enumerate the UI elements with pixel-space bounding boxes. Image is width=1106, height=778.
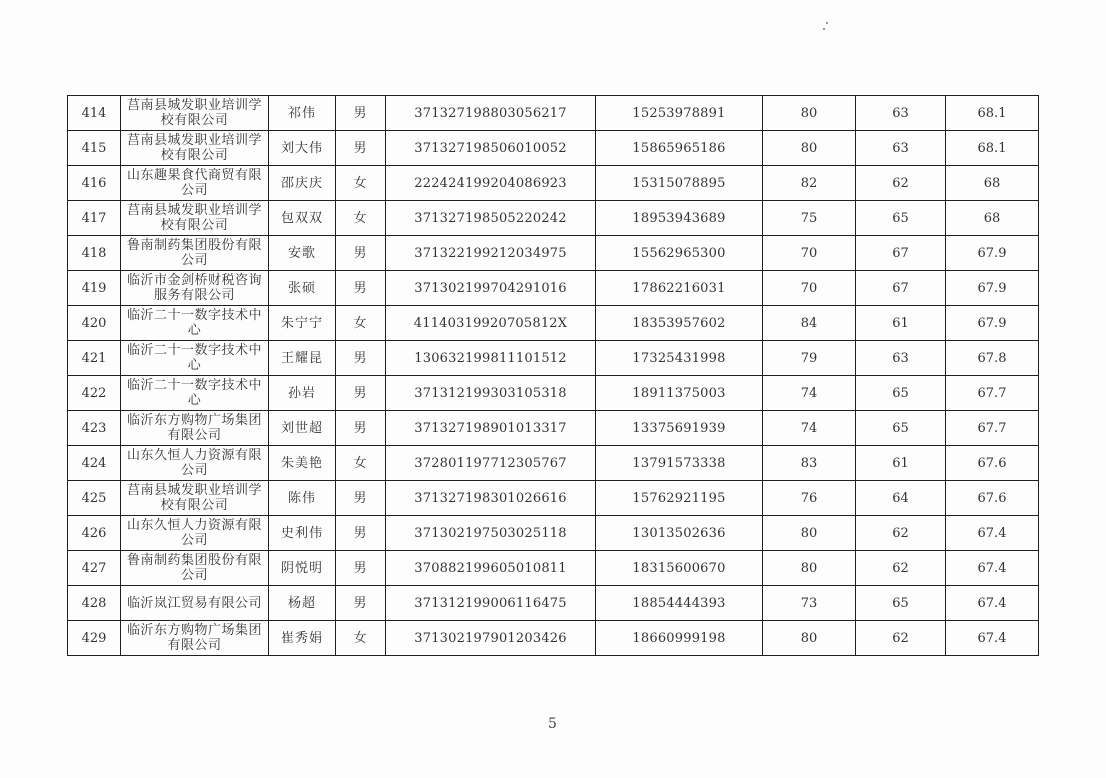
score-2-cell: 67: [856, 236, 946, 271]
table-row: [68, 586, 1039, 621]
page-number: 5: [548, 716, 557, 732]
row-number-cell: 427: [68, 551, 121, 586]
phone-number-cell: 18953943689: [596, 201, 763, 236]
organization-name-cell: 莒南县城发职业培训学校有限公司: [121, 96, 269, 131]
phone-number-cell: 18660999198: [596, 621, 763, 656]
roster-body: [68, 96, 1039, 656]
gender-cell: 女: [336, 166, 386, 201]
row-number-cell: 423: [68, 411, 121, 446]
phone-number-cell: 15315078895: [596, 166, 763, 201]
table-row: [68, 551, 1039, 586]
id-number-cell: 41140319920705812X: [386, 306, 596, 341]
score-1-cell: 74: [763, 411, 856, 446]
table-row: [68, 516, 1039, 551]
person-name-cell: 陈伟: [269, 481, 336, 516]
phone-number-cell: 18911375003: [596, 376, 763, 411]
phone-number-cell: 13013502636: [596, 516, 763, 551]
gender-cell: 男: [336, 481, 386, 516]
score-2-cell: 65: [856, 586, 946, 621]
gender-cell: 男: [336, 551, 386, 586]
total-score-cell: 67.8: [946, 341, 1039, 376]
score-2-cell: 65: [856, 376, 946, 411]
score-1-cell: 70: [763, 236, 856, 271]
id-number-cell: 371312199303105318: [386, 376, 596, 411]
phone-number-cell: 17862216031: [596, 271, 763, 306]
id-number-cell: 371327198803056217: [386, 96, 596, 131]
score-2-cell: 67: [856, 271, 946, 306]
row-number-cell: 420: [68, 306, 121, 341]
id-number-cell: 222424199204086923: [386, 166, 596, 201]
gender-cell: 男: [336, 586, 386, 621]
id-number-cell: 371302197901203426: [386, 621, 596, 656]
id-number-cell: 371327198505220242: [386, 201, 596, 236]
person-name-cell: 朱宁宁: [269, 306, 336, 341]
total-score-cell: 67.4: [946, 551, 1039, 586]
total-score-cell: 68: [946, 201, 1039, 236]
total-score-cell: 67.9: [946, 236, 1039, 271]
score-1-cell: 80: [763, 131, 856, 166]
organization-name-cell: 山东久恒人力资源有限公司: [121, 516, 269, 551]
total-score-cell: 67.7: [946, 376, 1039, 411]
phone-number-cell: 15762921195: [596, 481, 763, 516]
gender-cell: 女: [336, 446, 386, 481]
phone-number-cell: 15562965300: [596, 236, 763, 271]
row-number-cell: 425: [68, 481, 121, 516]
phone-number-cell: 13375691939: [596, 411, 763, 446]
person-name-cell: 孙岩: [269, 376, 336, 411]
row-number-cell: 414: [68, 96, 121, 131]
organization-name-cell: 临沂东方购物广场集团有限公司: [121, 411, 269, 446]
total-score-cell: 67.4: [946, 516, 1039, 551]
table-row: [68, 341, 1039, 376]
table-row: [68, 236, 1039, 271]
phone-number-cell: 15865965186: [596, 131, 763, 166]
table-row: [68, 166, 1039, 201]
row-number-cell: 428: [68, 586, 121, 621]
table-row: [68, 621, 1039, 656]
total-score-cell: 67.6: [946, 446, 1039, 481]
table-row: [68, 96, 1039, 131]
id-number-cell: 130632199811101512: [386, 341, 596, 376]
score-2-cell: 61: [856, 306, 946, 341]
total-score-cell: 68.1: [946, 131, 1039, 166]
score-1-cell: 82: [763, 166, 856, 201]
person-name-cell: 史利伟: [269, 516, 336, 551]
score-1-cell: 80: [763, 96, 856, 131]
total-score-cell: 67.6: [946, 481, 1039, 516]
gender-cell: 男: [336, 271, 386, 306]
total-score-cell: 67.7: [946, 411, 1039, 446]
total-score-cell: 67.9: [946, 271, 1039, 306]
person-name-cell: 阴悦明: [269, 551, 336, 586]
score-2-cell: 62: [856, 516, 946, 551]
score-1-cell: 70: [763, 271, 856, 306]
score-1-cell: 75: [763, 201, 856, 236]
table-row: [68, 411, 1039, 446]
person-name-cell: 邵庆庆: [269, 166, 336, 201]
organization-name-cell: 临沂东方购物广场集团有限公司: [121, 621, 269, 656]
person-name-cell: 杨超: [269, 586, 336, 621]
total-score-cell: 67.4: [946, 621, 1039, 656]
row-number-cell: 424: [68, 446, 121, 481]
organization-name-cell: 临沂二十一数字技术中心: [121, 306, 269, 341]
gender-cell: 男: [336, 236, 386, 271]
roster-table: [67, 95, 1039, 656]
score-2-cell: 63: [856, 131, 946, 166]
score-2-cell: 62: [856, 621, 946, 656]
gender-cell: 男: [336, 376, 386, 411]
id-number-cell: 372801197712305767: [386, 446, 596, 481]
score-2-cell: 65: [856, 411, 946, 446]
phone-number-cell: 18315600670: [596, 551, 763, 586]
person-name-cell: 祁伟: [269, 96, 336, 131]
id-number-cell: 371327198901013317: [386, 411, 596, 446]
organization-name-cell: 临沂市金剑桥财税咨询服务有限公司: [121, 271, 269, 306]
organization-name-cell: 莒南县城发职业培训学校有限公司: [121, 131, 269, 166]
row-number-cell: 419: [68, 271, 121, 306]
row-number-cell: 416: [68, 166, 121, 201]
organization-name-cell: 临沂二十一数字技术中心: [121, 376, 269, 411]
score-1-cell: 80: [763, 621, 856, 656]
phone-number-cell: 15253978891: [596, 96, 763, 131]
organization-name-cell: 鲁南制药集团股份有限公司: [121, 551, 269, 586]
id-number-cell: 371302199704291016: [386, 271, 596, 306]
person-name-cell: 张硕: [269, 271, 336, 306]
row-number-cell: 421: [68, 341, 121, 376]
id-number-cell: 370882199605010811: [386, 551, 596, 586]
row-number-cell: 426: [68, 516, 121, 551]
total-score-cell: 67.9: [946, 306, 1039, 341]
table-row: [68, 306, 1039, 341]
row-number-cell: 422: [68, 376, 121, 411]
organization-name-cell: 莒南县城发职业培训学校有限公司: [121, 201, 269, 236]
row-number-cell: 415: [68, 131, 121, 166]
scan-speck: [826, 22, 828, 24]
id-number-cell: 371327198301026616: [386, 481, 596, 516]
person-name-cell: 刘世超: [269, 411, 336, 446]
phone-number-cell: 18353957602: [596, 306, 763, 341]
score-2-cell: 62: [856, 551, 946, 586]
score-2-cell: 62: [856, 166, 946, 201]
person-name-cell: 崔秀娟: [269, 621, 336, 656]
score-1-cell: 74: [763, 376, 856, 411]
gender-cell: 女: [336, 201, 386, 236]
gender-cell: 女: [336, 306, 386, 341]
gender-cell: 男: [336, 516, 386, 551]
id-number-cell: 371312199006116475: [386, 586, 596, 621]
gender-cell: 男: [336, 96, 386, 131]
row-number-cell: 418: [68, 236, 121, 271]
score-2-cell: 61: [856, 446, 946, 481]
gender-cell: 男: [336, 411, 386, 446]
organization-name-cell: 鲁南制药集团股份有限公司: [121, 236, 269, 271]
organization-name-cell: 山东久恒人力资源有限公司: [121, 446, 269, 481]
gender-cell: 女: [336, 621, 386, 656]
id-number-cell: 371322199212034975: [386, 236, 596, 271]
id-number-cell: 371302197503025118: [386, 516, 596, 551]
score-1-cell: 73: [763, 586, 856, 621]
row-number-cell: 417: [68, 201, 121, 236]
table-row: [68, 271, 1039, 306]
score-1-cell: 84: [763, 306, 856, 341]
total-score-cell: 68: [946, 166, 1039, 201]
organization-name-cell: 山东趣果食代商贸有限公司: [121, 166, 269, 201]
phone-number-cell: 13791573338: [596, 446, 763, 481]
gender-cell: 男: [336, 341, 386, 376]
row-number-cell: 429: [68, 621, 121, 656]
table-row: [68, 131, 1039, 166]
phone-number-cell: 17325431998: [596, 341, 763, 376]
person-name-cell: 包双双: [269, 201, 336, 236]
gender-cell: 男: [336, 131, 386, 166]
score-1-cell: 79: [763, 341, 856, 376]
organization-name-cell: 临沂二十一数字技术中心: [121, 341, 269, 376]
score-2-cell: 65: [856, 201, 946, 236]
total-score-cell: 68.1: [946, 96, 1039, 131]
score-2-cell: 64: [856, 481, 946, 516]
person-name-cell: 王耀昆: [269, 341, 336, 376]
person-name-cell: 刘大伟: [269, 131, 336, 166]
score-2-cell: 63: [856, 341, 946, 376]
table-row: [68, 201, 1039, 236]
organization-name-cell: 莒南县城发职业培训学校有限公司: [121, 481, 269, 516]
table-row: [68, 481, 1039, 516]
table-row: [68, 376, 1039, 411]
score-1-cell: 83: [763, 446, 856, 481]
phone-number-cell: 18854444393: [596, 586, 763, 621]
score-2-cell: 63: [856, 96, 946, 131]
total-score-cell: 67.4: [946, 586, 1039, 621]
score-1-cell: 80: [763, 516, 856, 551]
scan-speck: [823, 28, 825, 30]
score-1-cell: 80: [763, 551, 856, 586]
organization-name-cell: 临沂岚江贸易有限公司: [121, 586, 269, 621]
id-number-cell: 371327198506010052: [386, 131, 596, 166]
person-name-cell: 朱美艳: [269, 446, 336, 481]
table-row: [68, 446, 1039, 481]
person-name-cell: 安歌: [269, 236, 336, 271]
score-1-cell: 76: [763, 481, 856, 516]
